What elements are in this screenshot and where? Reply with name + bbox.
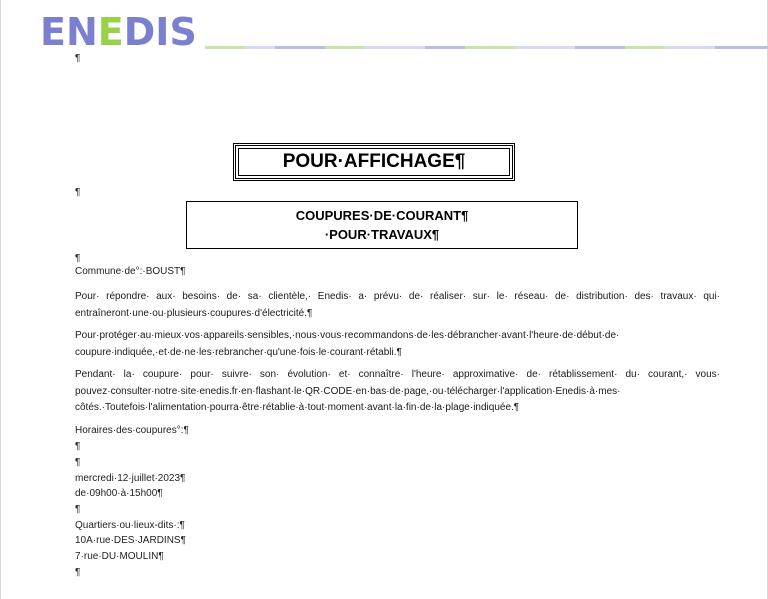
empty-paragraph: ¶	[75, 53, 81, 64]
outage-time: de·09h00·à·15h00¶	[75, 488, 163, 499]
logo-underline	[205, 46, 768, 50]
logo-letter-5: I	[155, 10, 170, 54]
subtitle-line-2: ·POUR·TRAVAUX¶	[324, 227, 440, 242]
empty-paragraph: ¶	[75, 187, 81, 198]
logo-letter-3: E	[97, 10, 124, 54]
address-2: 7·rue·DU·MOULIN¶	[75, 551, 164, 562]
paragraph-1: Pour· répondre· aux· besoins· de· sa· clientèle,· Enedis· a· prévu· de· réaliser· sur· le· réseau· de· distribution· des· travaux· qui· entraîneront·une·ou·plusieurs·coupures·d'électricité.¶	[75, 291, 720, 319]
horaires-label: Horaires·des·coupures°:¶	[75, 425, 189, 436]
logo-letter-4: D	[123, 10, 156, 54]
logo-letter-6: S	[169, 10, 197, 54]
subtitle-line-1: COUPURES·DE·COURANT¶	[295, 208, 469, 223]
paragraph-2: Pour·protéger·au·mieux·vos·appareils·sensibles,·nous·vous·recommandons·de·les·débrancher·avant·l'heure·de·début·de· coupure·indiquée,·et·de·ne·les·rebrancher·qu'une·fois·le·courant·rétabli.¶	[75, 330, 620, 358]
logo-letter-1: E	[40, 10, 66, 54]
empty-paragraph: ¶	[75, 504, 81, 515]
empty-paragraph: ¶	[75, 567, 81, 578]
page-left-edge	[0, 0, 1, 599]
quartiers-label: Quartiers·ou·lieux-dits·:¶	[75, 520, 185, 531]
enedis-logo	[40, 12, 197, 52]
logo-letter-2: N	[65, 10, 98, 54]
address-1: 10A·rue·DES·JARDINS¶	[75, 535, 186, 546]
empty-paragraph: ¶	[75, 441, 81, 452]
paragraph-3: Pendant· la· coupure· pour· suivre· son· évolution· et· connaître· l'heure· approximative· de· rétablissement· du· courant,· vous· pouvez·consulter·notre·site·enedis.fr·en·flashant·le·QR·CODE·en·bas·de·page,·ou·télécharger·l'application·Enedis·à·mes· côtés.·Toutefois·l'alimentation·pourra·être·rétablie·à·tout·moment·avant·la·fin·de·la·plage·indiquée.¶	[75, 369, 720, 413]
empty-paragraph: ¶	[75, 457, 81, 468]
outage-date: mercredi·12·juillet·2023¶	[75, 473, 186, 484]
title-box	[233, 143, 515, 181]
page-title: POUR·AFFICHAGE¶	[282, 151, 466, 172]
empty-paragraph: ¶	[75, 253, 81, 264]
subtitle-box	[186, 201, 578, 249]
commune-line: Commune·de°:·BOUST¶	[75, 266, 186, 277]
